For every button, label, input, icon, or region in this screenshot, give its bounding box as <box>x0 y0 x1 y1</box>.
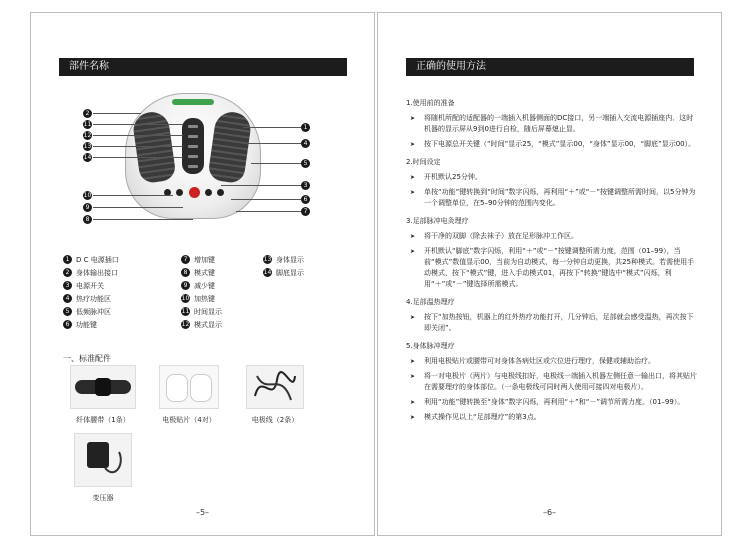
callout-line <box>93 135 183 136</box>
callout-line <box>93 124 183 125</box>
list-item: ➤ 模式操作见以上“足部理疗”的第3点。 <box>410 413 541 421</box>
device-button <box>176 189 183 196</box>
callout-line <box>236 211 301 212</box>
legend-item: 5 低频脉冲区 <box>63 305 119 318</box>
list-item: ➤ 开机默认“脚底”数字闪烁，利用“＋”或“－”按键调整所需力度，范围（01–99），当前“模式”数值显示00，当前为自动模式，每一分钟自动更换，共25种模式。若需使用手动模式，按下“模式”键，进入手动模式01，再按下“转换”键选中“模式”闪烁，利用“＋”或“－”键选择所需模式。 <box>410 247 695 288</box>
legend-column <box>63 253 119 331</box>
arrow-icon: ➤ <box>410 373 416 380</box>
arrow-icon: ➤ <box>410 314 416 321</box>
page-number: –6– <box>542 508 557 517</box>
callout-line <box>243 127 301 128</box>
list-item: ➤ 将一对电极片（两片）与电极线扣好，电极线一端插入机器左侧任意一输出口，将其贴片在需要理疗的身体部位。（一条电极线可同时两人使用可接四对电极片）。 <box>410 372 697 391</box>
callout-line <box>231 199 301 200</box>
legend-item: 4 热疗功能区 <box>63 292 119 305</box>
legend-item: 13 身体显示 <box>263 255 304 264</box>
right-page-header: 正确的使用方法 <box>406 58 694 76</box>
callout-line <box>221 185 301 186</box>
legend-item: 2 身体输出接口 <box>63 266 119 279</box>
page-number: –5– <box>195 508 210 517</box>
device-power-button <box>189 187 200 198</box>
callout-5: 5 <box>301 159 310 168</box>
arrow-icon: ➤ <box>410 248 416 255</box>
callout-14: 14 <box>83 154 92 161</box>
section-foot-heat <box>406 297 698 334</box>
callout-line <box>93 157 183 158</box>
legend-item: 11 时间显示 <box>181 307 222 316</box>
callout-1: 1 <box>301 123 310 132</box>
list-item: ➤ 按下“加热按钮，机器上的红外热疗功能打开，几分钟后，足部就会感受温热，再次按下即关闭”。 <box>410 313 694 332</box>
legend-item: 14 脚底显示 <box>263 268 304 277</box>
electrode-wire-image <box>246 365 304 409</box>
device-button <box>205 189 212 196</box>
legend-item: 1 D C 电源插口 <box>63 253 119 266</box>
callout-13: 13 <box>83 143 92 150</box>
list-item: ➤ 按下电源总开关键（“时间”显示25，“模式”显示00，“身体”显示00，“脚底”显示00）。 <box>410 140 696 148</box>
callout-4: 4 <box>301 139 310 148</box>
section-title: 3.足部脉冲电灸理疗 <box>406 217 469 225</box>
list-item: ➤ 将干净的双脚（除去袜子）放在足形脉冲工作区。 <box>410 232 578 240</box>
accessory-label: 电极线（2条） <box>251 416 299 424</box>
legend-item: 10 加热键 <box>181 294 215 303</box>
right-page <box>377 12 722 536</box>
section-foot-pulse <box>406 216 698 290</box>
list-item: ➤ 将随机所配的适配器的一端插入机器侧面的DC接口，另一端插入交流电源插座内．这时机器的显示屏从9到0进行自检，随后屏幕熄止显。 <box>410 114 694 133</box>
accessory-label: 纤体腰带（1条） <box>76 416 130 424</box>
callout-line <box>93 146 183 147</box>
section-body-pulse <box>406 341 698 423</box>
list-item: ➤ 开机默认25分钟。 <box>410 173 482 181</box>
legend-item: 6 功能键 <box>63 318 119 331</box>
callout-3: 3 <box>301 181 310 190</box>
legend-item: 9 减少键 <box>181 279 222 292</box>
belt-image <box>70 365 136 409</box>
arrow-icon: ➤ <box>410 399 416 406</box>
list-item: ➤ 单按“功能”键转换到“时间”数字闪烁，再利用“＋”或“－”按键调整所需时间，以5分钟为一个调整单位，在5–90分钟的范围内变化。 <box>410 188 696 207</box>
accessory-label: 电极贴片（4对） <box>162 416 216 424</box>
arrow-icon: ➤ <box>410 414 416 421</box>
section-title: 2.时间设定 <box>406 158 441 166</box>
arrow-icon: ➤ <box>410 115 416 122</box>
legend-item: 8 模式键 <box>181 266 222 279</box>
device-indicator-light <box>172 99 214 105</box>
section-time-setting <box>406 157 698 209</box>
callout-8: 8 <box>83 215 92 224</box>
callout-line <box>93 113 141 114</box>
arrow-icon: ➤ <box>410 189 416 196</box>
callout-line <box>93 207 183 208</box>
section-title: 1.使用前的准备 <box>406 99 455 107</box>
callout-11: 11 <box>83 121 92 128</box>
accessory-electrode-pads <box>149 365 229 425</box>
legend-item: 7 增加键 <box>181 253 222 266</box>
left-page-header: 部件名称 <box>59 58 347 76</box>
device-button <box>217 189 224 196</box>
legend-column <box>263 253 304 279</box>
right-foot-pad <box>207 110 252 184</box>
legend-item: 3 电源开关 <box>63 279 119 292</box>
display-panel <box>182 118 204 174</box>
adapter-image <box>74 433 132 487</box>
arrow-icon: ➤ <box>410 358 416 365</box>
accessory-belt <box>63 365 143 425</box>
callout-9: 9 <box>83 203 92 212</box>
section-title: 5.身体脉冲理疗 <box>406 342 455 350</box>
arrow-icon: ➤ <box>410 174 416 181</box>
left-page <box>30 12 375 536</box>
electrode-pads-image <box>159 365 219 409</box>
arrow-icon: ➤ <box>410 141 416 148</box>
callout-line <box>251 163 301 164</box>
device-button-row <box>164 186 224 198</box>
instructions <box>406 91 698 427</box>
callout-line <box>93 195 173 196</box>
section-preparation <box>406 98 698 150</box>
accessory-label: 变压器 <box>92 494 114 502</box>
legend-column <box>181 253 222 331</box>
accessories-title: 一、标准配件 <box>63 354 111 363</box>
accessory-adapter <box>63 433 143 503</box>
callout-line <box>243 143 301 144</box>
accessory-electrode-wire <box>235 365 315 425</box>
left-foot-pad <box>131 110 176 184</box>
device-illustration <box>125 93 261 219</box>
section-title: 4.足部温热理疗 <box>406 298 455 306</box>
callout-7: 7 <box>301 207 310 216</box>
legend-item: 12 模式显示 <box>181 320 222 329</box>
callout-10: 10 <box>83 192 92 199</box>
callout-line <box>93 219 193 220</box>
callout-6: 6 <box>301 195 310 204</box>
list-item: ➤ 利用“功能”键转换至“身体”数字闪烁，再利用“＋”和“－”调节所需力度。（01–99）。 <box>410 398 685 406</box>
callout-2: 2 <box>83 109 92 118</box>
arrow-icon: ➤ <box>410 233 416 240</box>
list-item: ➤ 利用电极贴片或腰带可对身体各病灶区或穴位进行理疗，保健或辅助治疗。 <box>410 357 655 365</box>
callout-12: 12 <box>83 132 92 139</box>
